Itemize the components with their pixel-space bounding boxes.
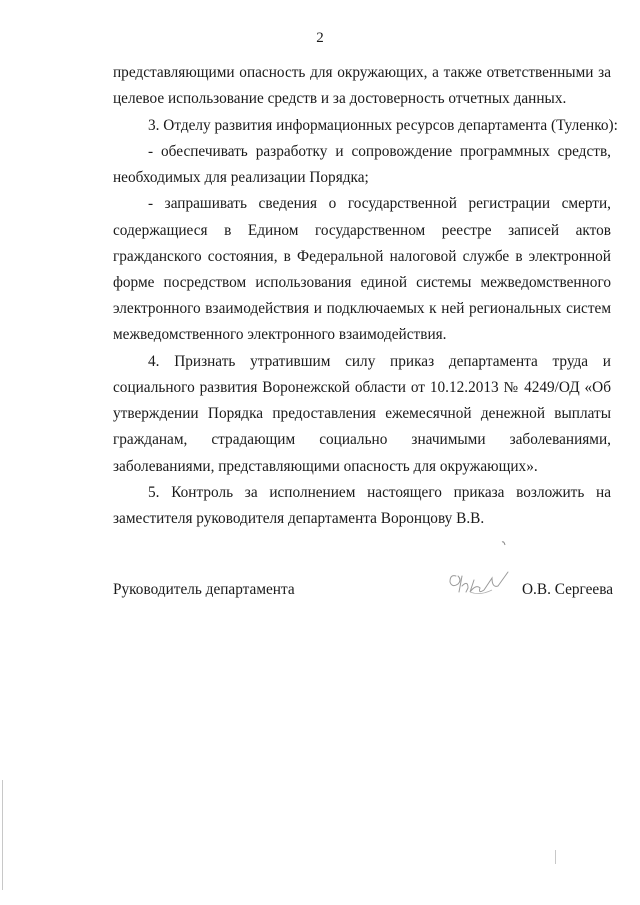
signatory-name: О.В. Сергеева (522, 581, 614, 598)
handwritten-signature (440, 540, 520, 610)
scan-edge-mark (2, 780, 3, 890)
body-line: гражданам, страдающим социально значимыми заболеваниями, (113, 431, 611, 448)
body-line: форме посредством использования единой системы межведомственного (113, 274, 611, 291)
page-number: 2 (316, 30, 324, 46)
body-line: социального развития Воронежской области от 10.12.2013 № 4249/ОД «Об (113, 379, 611, 396)
body-line: представляющими опасность для окружающих, а также ответственными за (113, 64, 611, 81)
body-line: - запрашивать сведения о государственной регистрации смерти, (148, 195, 611, 212)
scan-speck (555, 850, 556, 864)
body-line: заболеваниями, представляющими опасность для окружающих». (113, 458, 538, 475)
body-line: 4. Признать утратившим силу приказ департамента труда и (148, 353, 611, 370)
body-line: гражданского состояния, в Федеральной налоговой службе в электронной (113, 248, 611, 265)
body-line: целевое использование средств и за достоверность отчетных данных. (113, 90, 567, 107)
body-line: - обеспечивать разработку и сопровождение программных средств, (148, 143, 611, 160)
body-line: электронного взаимодействия и подключаемых к ней региональных систем (113, 300, 611, 317)
body-line: 3. Отделу развития информационных ресурсов департамента (Туленко): (148, 117, 618, 134)
body-line: необходимых для реализации Порядка; (113, 169, 369, 186)
body-line: 5. Контроль за исполнением настоящего приказа возложить на (148, 484, 611, 501)
body-line: утверждении Порядка предоставления ежемесячной денежной выплаты (113, 405, 611, 422)
body-line: межведомственного электронного взаимодействия. (113, 326, 447, 343)
body-line: заместителя руководителя департамента Воронцову В.В. (113, 510, 485, 527)
body-line: содержащиеся в Едином государственном реестре записей актов (113, 222, 611, 239)
signatory-position: Руководитель департамента (113, 581, 295, 598)
